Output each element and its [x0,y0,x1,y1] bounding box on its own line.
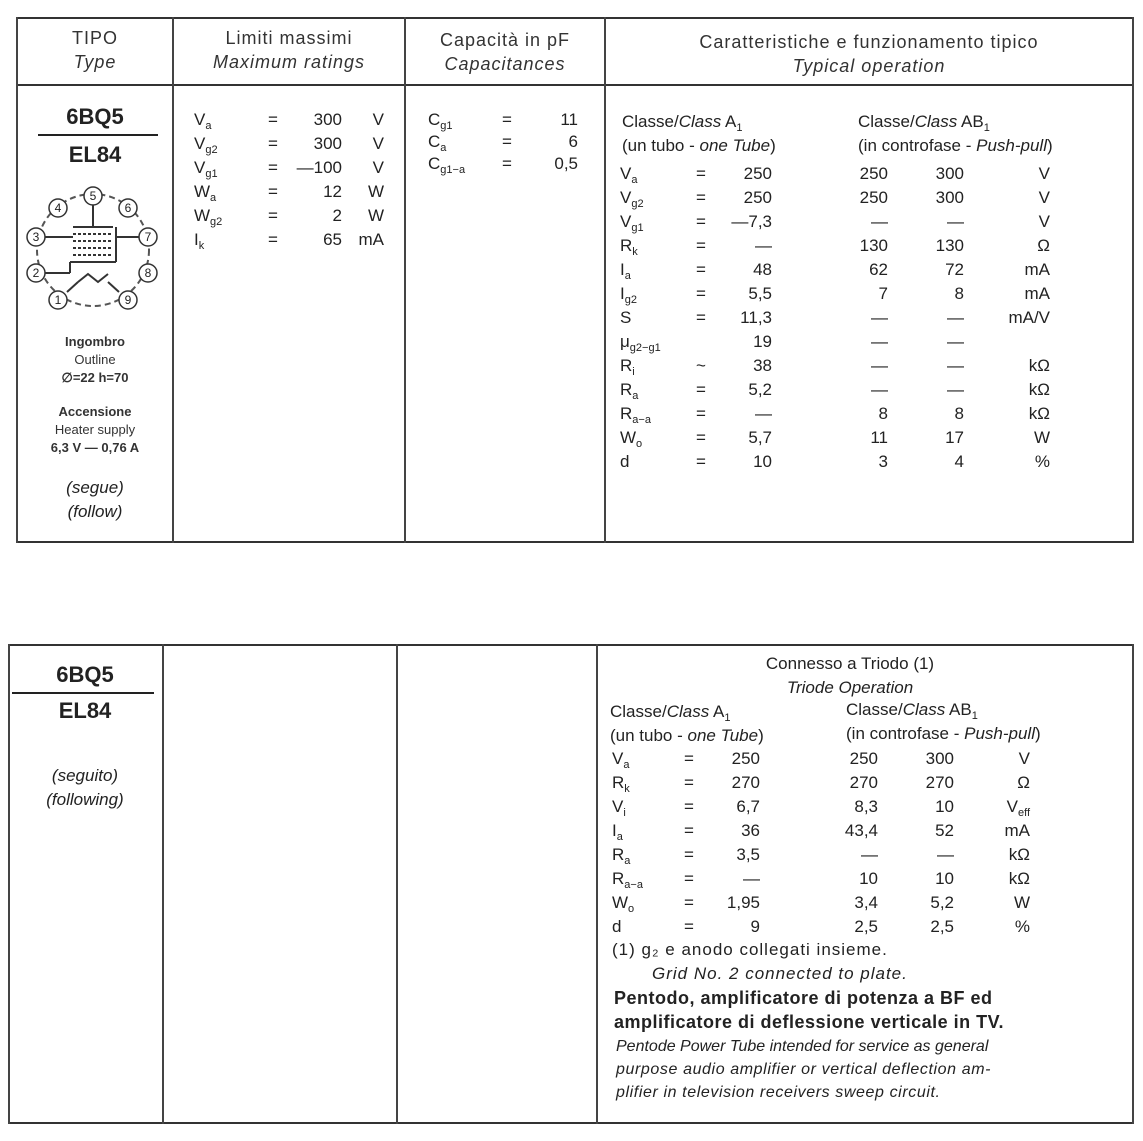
class-a-sub: 1 [724,712,731,724]
symbol-subscript: a [623,759,630,771]
symbol-subscript: a [440,142,447,154]
heater-value: 6,3 V — 0,76 A [50,440,140,455]
symbol-subscript: g2 [205,144,218,156]
heater-label-en: Heater supply [54,422,136,437]
equals-sign: = [268,206,278,225]
class-a-value: — [743,869,760,888]
equals-sign: = [696,404,706,423]
class-ab-value-1: 130 [859,236,888,255]
pin-label: 7 [144,230,152,244]
outline-label: Ingombro [65,334,125,349]
unit-text: Ω [1017,773,1030,792]
divider [404,17,406,543]
class-a-note-it: one Tube [699,136,771,155]
class-ab-value-2: 130 [935,236,964,255]
equals-sign: = [502,132,512,151]
class-a-value: 250 [743,188,772,207]
outline-info [18,333,172,387]
class-ab-value-1: 3 [878,452,888,471]
rating-value: 2 [332,206,342,225]
symbol-subscript: k [624,783,630,795]
class-a-value: 48 [753,260,772,279]
class-ab-value-2: — [947,212,964,231]
operation-unit [970,771,1030,794]
symbol-base: C [428,110,441,129]
unit-text: mA [1004,821,1030,840]
symbol-base: d [620,452,630,471]
equals-sign: = [696,212,706,231]
class-ab-value-1: 10 [859,869,878,888]
equals-sign: = [268,230,278,249]
header-limits [174,26,404,74]
symbol-subscript: g2−g1 [629,342,661,354]
equals-sign: = [696,236,706,255]
tube-electrodes-icon [45,205,139,292]
equals-sign: = [696,188,706,207]
operation-unit [970,867,1030,890]
rating-unit: V [372,110,384,129]
class-a-value: — [755,236,772,255]
symbol-base: V [620,188,632,207]
class-a-value: —7,3 [731,212,772,231]
rating-unit: W [367,206,384,225]
class-a-value: 1,95 [726,893,760,912]
equals-sign: = [684,821,694,840]
class-ab-value-2: 52 [935,821,954,840]
symbol-subscript: a [205,120,212,132]
operation-unit: mA [1024,260,1050,279]
rating-unit: mA [358,230,384,249]
divider [8,1122,1134,1124]
type-code-el84: EL84 [58,698,112,723]
class-ab-note-text: (in controfase - [846,724,965,743]
symbol-base: V [194,134,206,153]
symbol-subscript: g2 [624,294,637,306]
unit-text: W [1013,893,1030,912]
class-ab-value-2: — [937,845,954,864]
class-a-note [622,134,776,157]
class-ab-value-2: 10 [935,797,954,816]
divider [396,644,398,1124]
symbol-subscript: a [210,192,217,204]
equals-sign: = [684,773,694,792]
symbol-subscript: a [631,174,638,186]
outline-label-en: Outline [74,352,116,367]
symbol-subscript: a−a [632,414,651,426]
class-a-note [610,724,764,747]
footnote-it: (1) g₂ e anodo collegati insieme. [612,940,888,959]
operation-unit [970,819,1030,842]
unit-text: V [1018,749,1030,768]
class-ab-value-2: 5,2 [930,893,954,912]
class-ab-note-end: ) [1034,724,1041,743]
class-a-value: 5,7 [748,428,772,447]
symbol-base: I [620,260,625,279]
symbol-base: W [194,182,211,201]
symbol-subscript: a [624,855,631,867]
class-ab-title: Classe/ [846,700,903,719]
divider [596,644,598,1124]
symbol-subscript: g2 [210,216,223,228]
class-a-note-text: (un tubo - [610,726,688,745]
class-ab-value-1: 270 [849,773,878,792]
class-a-title: Classe/ [622,112,679,131]
class-ab-sub: 1 [971,710,978,722]
class-a-value: 270 [731,773,760,792]
symbol-subscript: a [624,270,631,282]
header-char-it: Caratteristiche e funzionamento tipico [699,32,1039,52]
class-a-value: 250 [731,749,760,768]
equals-sign: = [684,797,694,816]
symbol-base: R [612,845,625,864]
class-a-note-text: (un tubo - [622,136,700,155]
class-ab-note-it: Push-pull [964,724,1035,743]
class-a-value: 3,5 [736,845,760,864]
class-a-value: 250 [743,164,772,183]
class-ab-value-2: 300 [935,188,964,207]
symbol-base: V [194,158,206,177]
class-ab-note-end: ) [1046,136,1053,155]
header-limits-en: Maximum ratings [212,52,366,72]
header-tipo: TIPO [71,28,118,48]
class-ab-value-1: 2,5 [854,917,878,936]
rating-unit: V [372,134,384,153]
class-a-value: — [755,404,772,423]
symbol-subscript: a [632,390,639,402]
class-ab-value-2: — [947,356,964,375]
header-type-en: Type [73,52,117,72]
symbol-base: V [194,110,206,129]
operation-unit [970,891,1030,914]
class-ab-value-2: 10 [935,869,954,888]
symbol-base: R [620,356,633,375]
symbol-base: W [194,206,211,225]
class-a-italic: Class [666,702,710,721]
class-a-value: 5,5 [748,284,772,303]
operation-unit [970,915,1030,938]
header-characteristics [606,30,1132,78]
equals-sign: = [268,110,278,129]
capacitance-value: 0,5 [554,154,578,173]
header-capacitance [406,28,604,76]
symbol-base: I [194,230,199,249]
class-a-value: 5,2 [748,380,772,399]
symbol-subscript: i [632,366,635,378]
class-ab-value-2: 2,5 [930,917,954,936]
operation-unit: V [1038,188,1050,207]
class-a-sub: 1 [736,122,743,134]
symbol-base: μ [620,332,630,351]
header-cap-en: Capacitances [444,54,566,74]
outline-dims: ∅=22 h=70 [61,370,129,385]
type-code-6bq5: 6BQ5 [66,104,124,129]
equals-sign: = [268,158,278,177]
symbol-base: R [620,404,633,423]
class-a-value: 9 [750,917,760,936]
symbol-base: V [620,212,632,231]
divider [38,134,158,136]
rating-value: 12 [323,182,342,201]
class-a-name: A [725,112,737,131]
pin-label: 4 [54,201,62,215]
class-ab-value-1: — [871,380,888,399]
class-ab-value-2: — [947,332,964,351]
equals-sign: = [502,154,512,173]
type-code-el84: EL84 [68,142,122,167]
unit-subscript: eff [1017,807,1030,819]
rating-unit: W [367,182,384,201]
class-ab-value-1: 11 [870,428,888,447]
class-ab-value-1: — [871,308,888,327]
symbol-subscript: k [632,246,638,258]
operation-unit: % [1034,452,1050,471]
rating-value: 65 [323,230,342,249]
divider [172,17,174,543]
equals-sign: = [268,182,278,201]
equals-sign: = [684,869,694,888]
continued-note [18,476,172,524]
class-ab-value-1: 8 [878,404,888,423]
class-ab-value-2: — [947,380,964,399]
class-ab-value-1: — [871,356,888,375]
description-it-line1: Pentodo, amplificatore di potenza a BF ed [614,988,993,1008]
segue-text: (segue) [66,478,124,497]
unit-text: % [1014,917,1030,936]
divider [1132,644,1134,1124]
symbol-base: R [612,869,625,888]
equals-sign: = [696,452,706,471]
class-ab-value-1: 8,3 [854,797,878,816]
capacitance-value: 6 [568,132,578,151]
class-a-note-end: ) [770,136,776,155]
description-en-line3: plifier in television receivers sweep circuit. [616,1084,941,1101]
pin-label: 6 [124,201,132,215]
divider [1132,17,1134,543]
equals-sign: = [696,284,706,303]
symbol-base: V [612,749,624,768]
symbol-subscript: o [636,438,643,450]
divider [604,17,606,543]
class-ab-value-1: 3,4 [854,893,878,912]
symbol-base: C [428,154,441,173]
pin-label: 1 [54,293,62,307]
symbol-base: W [620,428,637,447]
follow-text: (follow) [67,502,123,521]
operation-unit: kΩ [1028,380,1050,399]
header-type [18,26,172,74]
symbol-base: S [620,308,632,327]
class-ab-value-2: 17 [945,428,964,447]
rating-unit: V [372,158,384,177]
class-a-value: 10 [753,452,772,471]
class-ab-value-2: 300 [935,164,964,183]
symbol-subscript: g1 [631,222,644,234]
equals-sign: = [696,308,706,327]
symbol-base: I [620,284,625,303]
divider [8,644,1134,646]
divider [16,541,1134,543]
class-a-value: 6,7 [736,797,760,816]
equals-sign: = [696,260,706,279]
equals-sign: = [696,428,706,447]
class-ab-name: AB [961,112,984,131]
symbol-subscript: a−a [624,879,643,891]
equals-sign: = [268,134,278,153]
symbol-subscript: k [198,240,205,252]
class-ab-note [858,134,1053,157]
equals-sign: = [684,845,694,864]
rating-value: 300 [313,134,342,153]
symbol-base: R [612,773,625,792]
class-ab-value-1: 7 [878,284,888,303]
class-ab-value-1: — [861,845,878,864]
operation-unit: V [1038,212,1050,231]
pin-label: 9 [124,293,132,307]
class-ab-value-2: 72 [945,260,964,279]
symbol-subscript: i [623,807,626,819]
divider [16,17,1134,19]
class-ab-value-1: 250 [849,749,878,768]
symbol-base: d [612,917,622,936]
class-ab-note-it: Push-pull [976,136,1047,155]
symbol-subscript: g1 [205,168,218,180]
equals-sign: = [684,917,694,936]
class-a-value: 36 [741,821,760,840]
operation-unit: kΩ [1028,356,1050,375]
symbol-subscript: a [616,831,623,843]
class-a-note-end: ) [758,726,764,745]
operation-unit: W [1033,428,1050,447]
operation-unit [970,843,1030,866]
description-it-line2: amplificatore di deflessione verticale in TV. [614,1012,1004,1032]
class-ab-value-2: 8 [954,284,964,303]
class-a-value: 11,3 [740,308,772,327]
class-ab-value-1: 43,4 [844,821,878,840]
class-ab-italic: Class [914,112,958,131]
class-a-title: Classe/ [610,702,667,721]
class-ab-value-1: 62 [869,260,888,279]
pin-label: 5 [89,189,97,203]
class-a-value: 38 [753,356,772,375]
pin-label: 2 [32,266,40,280]
symbol-base: C [428,132,441,151]
symbol-subscript: g1 [440,120,453,132]
divider [12,692,154,694]
continued-note [8,764,162,812]
equals-sign: = [696,164,706,183]
following-text: (following) [46,790,124,809]
triode-title-en: Triode Operation [786,678,914,697]
class-ab-title: Classe/ [858,112,915,131]
class-ab-value-2: 270 [925,773,954,792]
heater-label: Accensione [58,404,132,419]
class-ab-note-text: (in controfase - [858,136,977,155]
symbol-base: R [620,236,633,255]
class-a-italic: Class [678,112,722,131]
divider [162,644,164,1124]
symbol-base: I [612,821,617,840]
operation-unit [970,747,1030,770]
header-limits-it: Limiti massimi [225,28,353,48]
triode-title: Connesso a Triodo (1) [765,654,935,673]
header-char-en: Typical operation [792,56,946,76]
class-ab-value-2: 4 [954,452,964,471]
class-ab-sub: 1 [983,122,990,134]
class-ab-value-2: — [947,308,964,327]
pin-label: 3 [32,230,40,244]
operation-unit: Ω [1037,236,1050,255]
divider [16,84,1134,86]
class-a-name: A [713,702,725,721]
symbol [620,450,629,480]
symbol-base: V [620,164,632,183]
class-ab-italic: Class [902,700,946,719]
description-en-line1: Pentode Power Tube intended for service as general [616,1038,989,1055]
symbol [194,228,204,258]
header-cap-it: Capacità in pF [439,30,571,50]
equals-sign: = [684,893,694,912]
rating-value: —100 [296,158,342,177]
pin-label: 8 [144,266,152,280]
symbol-subscript: g1−a [440,164,466,176]
class-ab-value-1: — [871,332,888,351]
symbol-base: V [612,797,624,816]
equals-sign: = [684,749,694,768]
symbol-base: R [620,380,633,399]
symbol-subscript: o [628,903,635,915]
class-a-value: 19 [753,332,772,351]
class-ab-value-1: 250 [859,188,888,207]
footnote-en: Grid No. 2 connected to plate. [652,964,908,983]
equals-sign: = [502,110,512,129]
rating-value: 300 [313,110,342,129]
capacitance-value: 11 [560,110,578,129]
operation-unit: mA/V [1008,308,1050,327]
operation-unit: kΩ [1028,404,1050,423]
equals-sign: = [696,380,706,399]
unit-text: kΩ [1008,869,1030,888]
operation-unit: V [1038,164,1050,183]
class-ab-value-2: 300 [925,749,954,768]
tube-pinout-diagram [18,182,168,317]
class-ab-name: AB [949,700,972,719]
class-a-note-it: one Tube [687,726,759,745]
type-code-6bq5: 6BQ5 [56,662,114,687]
description-en-line2: purpose audio amplifier or vertical deflection am- [616,1061,992,1078]
operation-unit: mA [1024,284,1050,303]
class-ab-value-1: 250 [859,164,888,183]
symbol-subscript: g2 [631,198,644,210]
unit-text: V [1006,797,1018,816]
heater-info [18,403,172,457]
symbol-base: W [612,893,629,912]
class-ab-note [846,722,1041,745]
equals-sign: ~ [696,356,706,375]
seguito-text: (seguito) [51,766,119,785]
class-ab-value-1: — [871,212,888,231]
unit-text: kΩ [1008,845,1030,864]
symbol [428,152,465,182]
class-ab-value-2: 8 [954,404,964,423]
